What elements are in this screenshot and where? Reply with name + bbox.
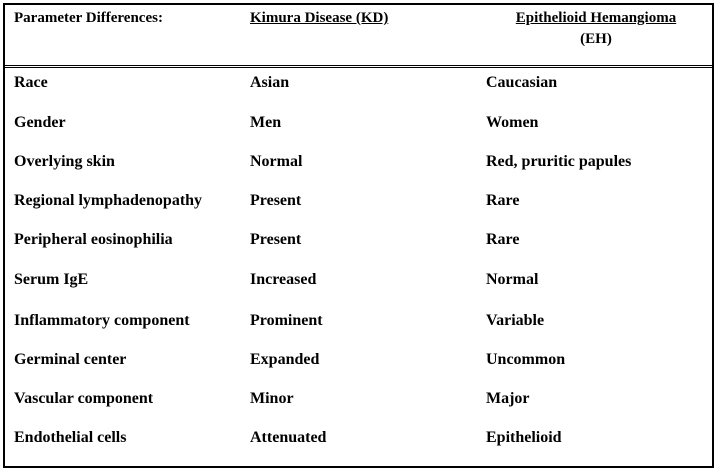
row-kd-value: Prominent	[250, 312, 323, 329]
row-kd-value: Attenuated	[250, 429, 327, 446]
row-kd-value: Present	[250, 192, 302, 209]
row-parameter: Overlying skin	[14, 153, 115, 170]
row-kd-value: Normal	[250, 153, 303, 170]
row-eh-value: Caucasian	[486, 74, 558, 91]
row-eh-value: Major	[486, 390, 530, 407]
row-parameter: Race	[14, 74, 48, 91]
header-eh-line2: (EH)	[580, 31, 612, 47]
row-kd-value: Expanded	[250, 351, 320, 368]
row-eh-value: Red, pruritic papules	[486, 153, 632, 170]
header-kimura-disease: Kimura Disease (KD)	[250, 10, 389, 26]
row-eh-value: Rare	[486, 192, 520, 209]
row-kd-value: Asian	[250, 74, 290, 91]
header-eh-line1: Epithelioid Hemangioma	[515, 10, 677, 26]
header-parameter: Parameter Differences:	[14, 10, 163, 26]
row-parameter: Inflammatory component	[14, 312, 190, 329]
row-eh-value: Uncommon	[486, 351, 566, 368]
row-eh-value: Normal	[486, 271, 539, 288]
header-divider	[3, 65, 712, 68]
row-kd-value: Present	[250, 231, 302, 248]
row-eh-value: Variable	[486, 312, 545, 329]
row-parameter: Gender	[14, 114, 66, 131]
row-parameter: Regional lymphadenopathy	[14, 192, 203, 209]
row-eh-value: Women	[486, 114, 539, 131]
row-kd-value: Increased	[250, 271, 317, 288]
row-parameter: Endothelial cells	[14, 429, 127, 446]
header-epithelioid-hemangioma	[486, 8, 706, 50]
row-parameter: Vascular component	[14, 390, 154, 407]
row-parameter: Serum IgE	[14, 271, 89, 288]
row-parameter: Germinal center	[14, 351, 127, 368]
row-parameter: Peripheral eosinophilia	[14, 231, 173, 248]
row-eh-value: Rare	[486, 231, 520, 248]
row-eh-value: Epithelioid	[486, 429, 562, 446]
row-kd-value: Men	[250, 114, 282, 131]
row-kd-value: Minor	[250, 390, 294, 407]
